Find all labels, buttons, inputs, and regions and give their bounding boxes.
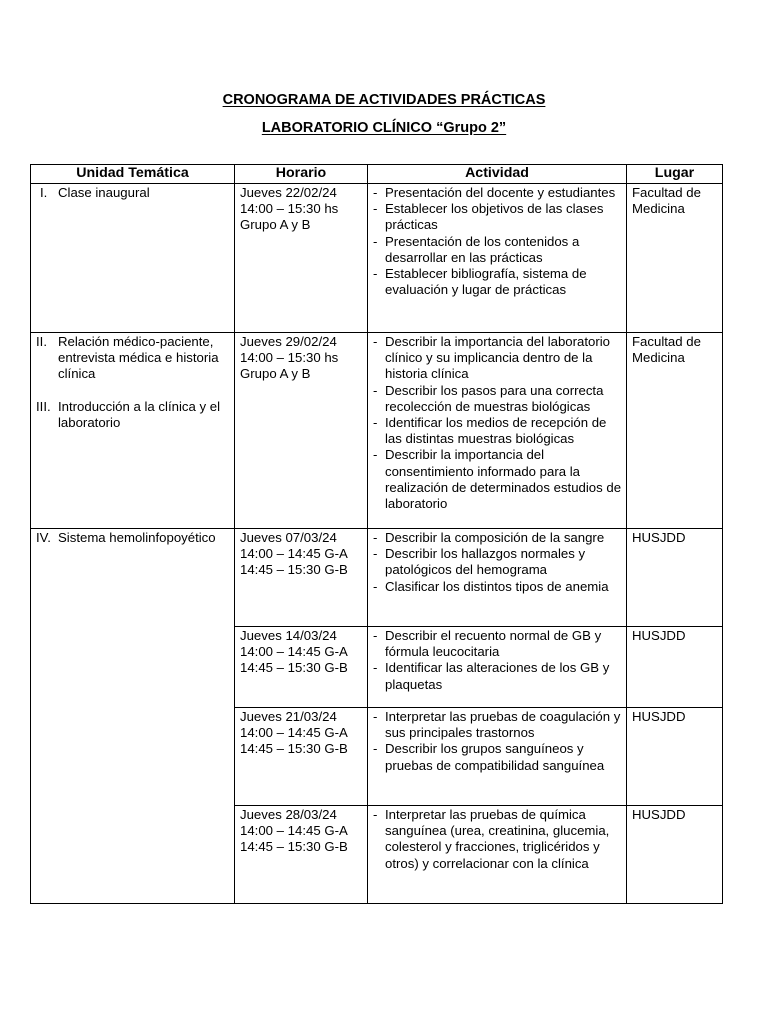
lugar-text: HUSJDD [632,530,686,545]
table-row [31,529,723,627]
list-item: - Describir el recuento normal de GB y fórmula leucocitaria [373,628,602,660]
lugar-text: HUSJDD [632,807,686,822]
horario-time: 14:00 – 14:45 G-A [240,644,348,660]
actividad-cell [368,806,627,904]
list-item: - Identificar las alteraciones de los GB y plaquetas [373,660,610,692]
horario-cell [235,333,368,529]
lugar-text: Facultad de Medicina [632,185,701,217]
lugar-cell [627,806,723,904]
unit-entry [36,530,230,546]
lugar-cell [627,184,723,333]
actividad-cell [368,529,627,627]
list-item: - Establecer los objetivos de las clases prácticas [373,201,604,233]
header-horario: Horario [235,165,368,184]
horario-date: Jueves 21/03/24 [240,709,337,724]
list-item: - Presentación de los contenidos a desarrollar en las prácticas [373,233,580,265]
horario-date: Jueves 22/02/24 [240,185,337,200]
horario-group: Grupo A y B [240,217,311,233]
list-item: - Describir la importancia del laboratorio clínico y su implicancia dentro de la historia clínica [373,334,611,382]
list-item: - Clasificar los distintos tipos de anemia [373,578,609,594]
horario-time: 14:00 – 14:45 G-A [240,823,348,839]
unit-name: Clase inaugural [58,185,150,200]
actividad-cell [368,627,627,708]
list-item: - Describir la composición de la sangre [373,530,605,545]
horario-time: 14:00 – 14:45 G-A [240,546,348,562]
horario-group: 14:45 – 15:30 G-B [240,660,348,676]
lugar-cell [627,529,723,627]
list-item: - Describir los hallazgos normales y patológicos del hemograma [373,546,586,578]
header-unidad-tematica: Unidad Temática [31,165,235,184]
document-title: CRONOGRAMA DE ACTIVIDADES PRÁCTICAS [222,92,546,108]
list-item: - Identificar los medios de recepción de las distintas muestras biológicas [373,415,607,447]
schedule-table [30,164,723,904]
horario-date: Jueves 07/03/24 [240,530,337,545]
unit-cell [31,333,235,529]
lugar-text: HUSJDD [632,709,686,724]
list-item: - Interpretar las pruebas de coagulación y sus principales trastornos [373,709,621,741]
lugar-text: Facultad de Medicina [632,334,701,366]
unit-cell [31,184,235,333]
unit-cell [31,529,235,904]
horario-group: 14:45 – 15:30 G-B [240,741,348,757]
actividad-cell [368,184,627,333]
unit-entry [36,399,230,431]
list-item: - Describir los grupos sanguíneos y pruebas de compatibilidad sanguínea [373,741,605,773]
table-header-row [31,165,723,184]
unit-number: IV. [36,530,51,545]
list-item: - Interpretar las pruebas de química sanguínea (urea, creatinina, glucemia, colesterol y fracciones, triglicéridos y otros) y correlacionar con la clínica [373,807,610,871]
horario-time: 14:00 – 15:30 hs [240,201,339,217]
horario-cell [235,184,368,333]
unit-entry [36,185,230,201]
lugar-cell [627,333,723,529]
horario-cell [235,806,368,904]
horario-time: 14:00 – 14:45 G-A [240,725,348,741]
document-subtitle: LABORATORIO CLÍNICO “Grupo 2” [261,120,507,136]
table-row [31,333,723,529]
lugar-cell [627,708,723,806]
list-item: - Describir la importancia del consentimiento informado para la realización de determinados estudios de laboratorio [373,447,622,512]
unit-number: I. [40,185,48,200]
actividad-cell [368,333,627,529]
horario-time: 14:00 – 15:30 hs [240,350,339,366]
horario-cell [235,708,368,806]
horario-cell [235,627,368,708]
horario-date: Jueves 14/03/24 [240,628,337,643]
lugar-cell [627,627,723,708]
horario-group: Grupo A y B [240,366,311,382]
unit-name: Introducción a la clínica y el laboratorio [58,398,220,430]
list-item: - Describir los pasos para una correcta recolección de muestras biológicas [373,382,604,414]
horario-date: Jueves 29/02/24 [240,334,337,349]
horario-date: Jueves 28/03/24 [240,807,337,822]
unit-entry [36,334,230,383]
horario-group: 14:45 – 15:30 G-B [240,562,348,578]
horario-group: 14:45 – 15:30 G-B [240,839,348,855]
horario-cell [235,529,368,627]
unit-number: II. [36,334,47,349]
header-actividad: Actividad [368,165,627,184]
table-row [31,184,723,333]
list-item: - Presentación del docente y estudiantes [373,185,616,200]
header-lugar: Lugar [627,165,723,184]
list-item: - Establecer bibliografía, sistema de evaluación y lugar de prácticas [373,266,587,298]
lugar-text: HUSJDD [632,628,686,643]
unit-name: Sistema hemolinfopoyético [58,530,216,545]
unit-number: III. [36,398,51,414]
actividad-cell [368,708,627,806]
unit-name: Relación médico-paciente, entrevista médica e historia clínica [58,334,219,382]
